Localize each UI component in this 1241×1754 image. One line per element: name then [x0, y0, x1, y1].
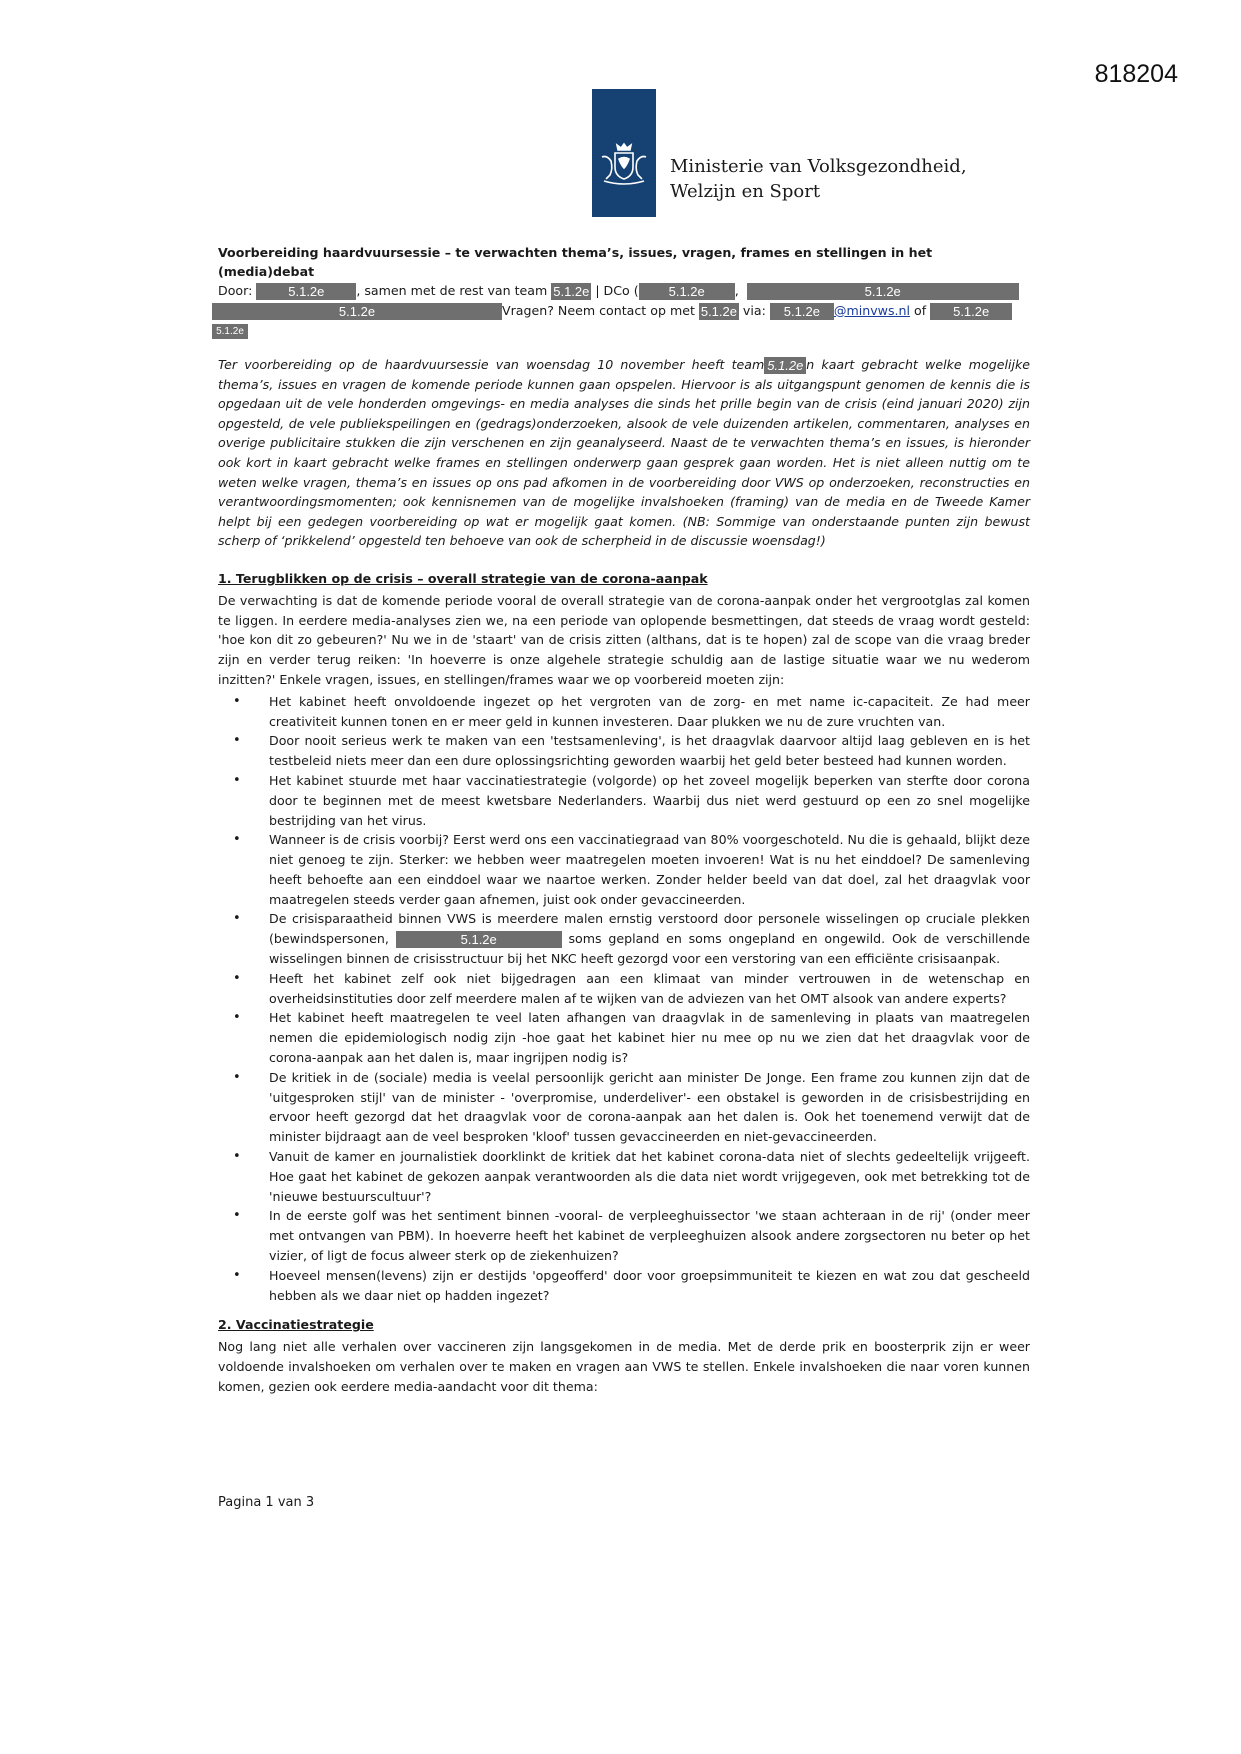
list-item: • Heeft het kabinet zelf ook niet bijgedragen aan een klimaat van minder vertrouwen in de wetenschap en overheidsinstituties door zelf meerdere malen af te wijken van de adviezen van het OMT alsook van andere experts?: [269, 969, 1030, 1009]
redaction-block: 5.1.2e: [553, 284, 590, 299]
document-number: 818204: [1094, 60, 1178, 88]
document-title: Voorbereiding haardvuursessie – te verwachten thema’s, issues, vragen, frames en stellingen in het (media)debat: [218, 245, 933, 279]
document-body: [218, 243, 1030, 1397]
list-item: • Het kabinet heeft onvoldoende ingezet op het vergroten van de zorg- en met name ic-capaciteit. Ze had meer creativiteit kunnen tonen en er meer geld in kunnen investeren. Daar plukken we nu de zure vruchten van.: [269, 692, 1030, 732]
redaction-block: 5.1.2e: [212, 303, 502, 320]
redaction-block: 5.1.2e: [256, 283, 356, 300]
redaction-block: 5.1.2e: [930, 303, 1012, 320]
redaction-block: 5.1.2e: [396, 931, 562, 948]
email-link[interactable]: @minvws.nl: [833, 303, 910, 318]
list-item: • Hoeveel mensen(levens) zijn er destijds 'opgeofferd' door voor groepsimmuniteit te kiezen en wat zou dat gescheeld hebben als we daar niet op hadden ingezet?: [269, 1266, 1030, 1306]
intro-paragraph: [218, 355, 1030, 551]
bullet-5-text-start: De crisisparaatheid binnen VWS is meerdere malen ernstig verstoord door personele wisselingen op cruciale plekken (bewindspersonen,: [269, 911, 1030, 947]
logo-bar: [592, 89, 656, 217]
section-1-heading: 1. Terugblikken op de crisis – overall strategie van de corona-aanpak: [218, 570, 708, 586]
redaction-block: 5.1.2e: [764, 357, 806, 374]
list-item: • Door nooit serieus werk te maken van een 'testsamenleving', is het draagvlak daarvoor altijd laag gebleven en is het testbeleid niets meer dan een dure oplossingsrichting geworden waarbij het geld beter besteed had kunnen worden.: [269, 731, 1030, 771]
via-text: via:: [738, 303, 766, 318]
bullet-5-text-rest: soms gepland en soms ongepland en ongewild. Ook de verschillende wisselingen binnen de crisisstructuur bij het NKC heeft gezorgd voor een verstoring van een efficiënte crisisaanpak.: [269, 931, 1030, 967]
redaction-block: 5.1.2e: [212, 324, 248, 339]
section-1-paragraph: De verwachting is dat de komende periode vooral de overall strategie van de corona-aanpak onder het vergrootglas zal komen te liggen. In eerdere media-analyses zien we, na een periode van oplopende besmettingen, dat steeds de vraag wordt gesteld: 'hoe kon dit zo gebeuren?' Nu we in de 'staart' van de crisis zitten (althans, dat is te hopen) zal de scope van die vraag breder zijn en verder terug reiken: 'In hoeverre is onze algehele strategie schuldig aan de lastige situatie waar we nu wederom inzitten?' Enkele vragen, issues, en stellingen/frames waar we op voorbereid moeten zijn:: [218, 592, 1030, 687]
redaction-line: [212, 321, 1030, 341]
list-item: • Het kabinet heeft maatregelen te veel laten afhangen van draagvlak in de samenleving in plaats van maatregelen nemen die epidemiologisch nodig zijn -hoe gaat het kabinet hier nu mee op nu we zien dat het draagvlak voor de corona-aanpak aan het dalen is, maar ingrijpen nodig is?: [269, 1008, 1030, 1067]
vragen-text: Vragen? Neem contact op met: [502, 303, 695, 318]
door-label: Door:: [218, 283, 253, 298]
redaction-block: 5.1.2e: [747, 283, 1019, 300]
samen-text: , samen met de rest van team: [356, 283, 548, 298]
crest-icon: [598, 141, 650, 187]
of-text: of: [910, 303, 927, 318]
list-item: • De kritiek in de (sociale) media is veelal persoonlijk gericht aan minister De Jonge. Een frame zou kunnen zijn dat de 'uitgesproken stijl' van de minister - 'overpromise, underdeliver'- een obstakel is geworden in de crisisbestrijding en ervoor heeft gezorgd dat het draagvlak voor de corona-aanpak aan het dalen is. Ook het toenemend verwijt dat de minister bijdraagt aan de veel besproken 'kloof' tussen gevaccineerden en niet-gevaccineerden.: [269, 1068, 1030, 1147]
list-item: • In de eerste golf was het sentiment binnen -vooral- de verpleeghuissector 'we staan achteraan in de rij' (onder meer met ontvangen van PBM). In hoeverre heeft het kabinet de verpleeghuizen alsook andere zorgsectoren nu beter op het vizier, of ligt de focus alweer sterk op de ziekenhuizen?: [269, 1206, 1030, 1265]
intro-text-start: Ter voorbereiding op de haardvuursessie van woensdag 10 november heeft team: [218, 357, 765, 372]
intro-text-rest: n kaart gebracht welke mogelijke thema’s, issues en vragen de komende periode kunnen gaan opspelen. Hiervoor is als uitgangspunt genomen de kennis die is opgedaan uit de vele honderden omgevings- en media analyses die sinds het prille begin van de crisis (eind januari 2020) zijn opgesteld, de vele publiekspeilingen en (gedrags)onderzoeken, alsook de vele duizenden artikelen, commentaren, analyses en overige publicitaire stukken die zijn verschenen en zijn geanalyseerd. Naast de te verwachten thema’s en issues, is hieronder ook kort in kaart gebracht welke frames en stellingen onderwerp gaan gesprek gaan worden. Het is niet alleen nuttig om te weten welke vragen, thema’s en issues op ons pad afkomen in de voorbereiding door VWS op onderzoeken, reconstructies en verantwoordingsmomenten; ook kennisnemen van de mogelijke invalshoeken (framing) van de media en de Tweede Kamer helpt bij een gedegen voorbereiding op wat er mogelijk gaat komen. (NB: Sommige van onderstaande punten zijn bewust scherp of ‘prikkelend’ opgesteld ten behoeve van ook de scherpheid in de discussie woensdag!): [218, 357, 1031, 549]
page-footer: Pagina 1 van 3: [218, 1495, 315, 1510]
list-item: [269, 909, 1030, 968]
list-item: • Vanuit de kamer en journalistiek doorklinkt de kritiek dat het kabinet corona-data niet of slechts gedeeltelijk vrijgeeft. Hoe gaat het kabinet de gekozen aanpak verantwoorden als die data niet wordt vrijgegeven, ook met betrekking tot de 'nieuwe bestuurscultuur'?: [269, 1147, 1030, 1206]
section-2-paragraph: Nog lang niet alle verhalen over vaccineren zijn langsgekomen in de media. Met de derde prik en boosterprik zijn er weer voldoende invalshoeken om verhalen over te maken en vragen aan VWS te stellen. Enkele invalshoeken die naar voren kunnen komen, gezien ook eerdere media-aandacht voor dit thema:: [218, 1339, 1030, 1394]
redaction-block: 5.1.2e: [639, 283, 735, 300]
redaction-block: 5.1.2e: [700, 304, 737, 319]
section-1-list: [218, 692, 1030, 1306]
redaction-block: 5.1.2e: [770, 303, 834, 320]
comma-text: ,: [734, 283, 739, 298]
list-item: • Wanneer is de crisis voorbij? Eerst werd ons een vaccinatiegraad van 80% voorgeschoteld. Nu die is gehaald, blijkt deze niet genoeg te zijn. Sterker: we hebben weer maatregelen moeten invoeren! Wat is nu het einddoel? De samenleving heeft behoefte aan een einddoel waar we naartoe werken. Zonder helder beeld van dat doel, zal het draagvlak voor maatregelen steeds verder gaan afnemen, juist ook onder gevaccineerden.: [269, 830, 1030, 909]
ministry-line-1: Ministerie van Volksgezondheid,: [670, 156, 967, 177]
ministry-line-2: Welzijn en Sport: [670, 181, 821, 202]
author-line: [218, 281, 1030, 301]
contact-line: [212, 301, 1030, 321]
section-2-heading: 2. Vaccinatiestrategie: [218, 1317, 374, 1333]
ministry-name: [670, 154, 967, 204]
list-item: • Het kabinet stuurde met haar vaccinatiestrategie (volgorde) op het zoveel mogelijk beperken van sterfte door corona door te beginnen met de meest kwetsbare Nederlanders. Waarbij dus niet werd gestuurd op een zo snel mogelijke bestrijding van het virus.: [269, 771, 1030, 830]
dco-text: | DCo (: [591, 283, 639, 298]
